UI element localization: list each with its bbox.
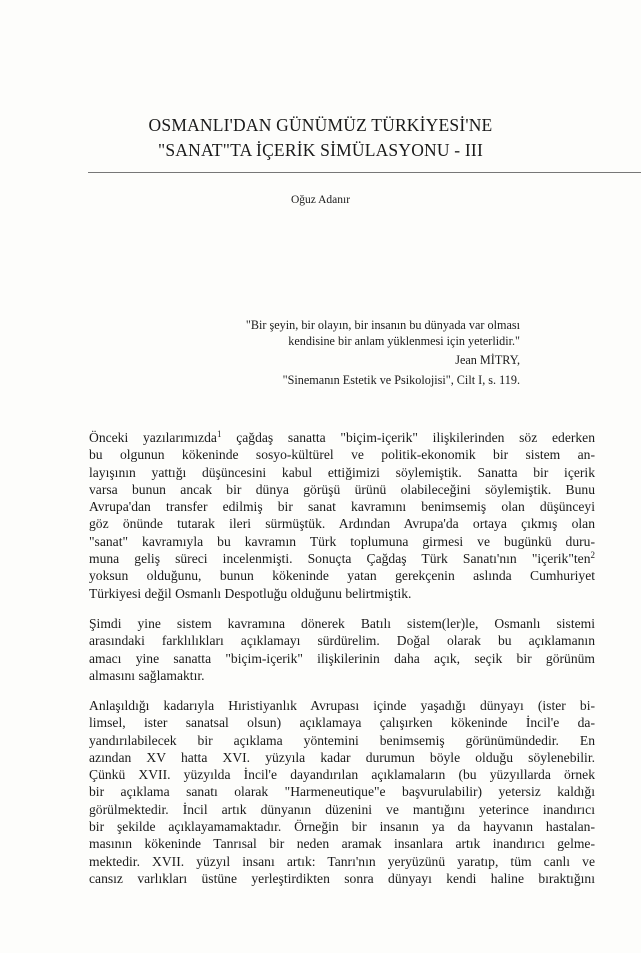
paragraph-line: muna geliş süreci incelenmişti. Sonuçta Çağdaş Türk Sanatı'nın "içerik"ten$^2$: [89, 550, 595, 567]
paragraph-line: Çünkü XVII. yüzyılda İncil'e dayandırılan açıklamaların (bu yüzyıllarda örnek: [89, 767, 595, 783]
paragraph-line: yoksun olduğunu, bunun kökeninde yatan gerekçenin aslında Cumhuriyet: [89, 568, 595, 584]
epigraph-quote-line-1: "Bir şeyin, bir olayın, bir insanın bu dünyada var olması: [245, 318, 520, 332]
paragraph-line: Türkiyesi değil Osmanlı Despotluğu olduğunu belirtmiştik.: [89, 585, 412, 601]
epigraph-author: Jean MİTRY,: [455, 353, 520, 367]
paragraph-line: yandırılabilecek bir açıklama yöntemini benimsemiş görünümündedir. En: [89, 732, 595, 748]
paragraph-line: Avrupa'dan transfer edilmiş bir sanat kavramını benimsemiş olan düşünceyi: [89, 499, 595, 515]
paragraph-line: azından XV hatta XVI. yüzyıla kadar durumun böyle olduğu söylenebilir.: [89, 749, 595, 765]
paragraph-line: layışının yattığı düşüncesini kabul ettiğimizi söylemiştik. Sanatta bir içerik: [89, 464, 595, 480]
paragraph-line: "sanat" kavramıyla bu kavramın Türk toplumuna girmesi ve bugünkü duru-: [89, 533, 595, 549]
paragraph-line: arasındaki farklılıkları açıklamayı sürdürelim. Doğal olarak bu açıklamanın: [89, 633, 595, 649]
footnote-ref-1[interactable]: 1: [216, 429, 222, 439]
paragraph-line: göz önünde tutarak ileri sürmüştük. Ardından Avrupa'da ortaya çıkmış olan: [89, 516, 595, 532]
paragraph-line: limsel, ister sanatsal olsun) açıklamaya çalışırken kökeninde İncil'e da-: [89, 715, 595, 731]
paragraph-line: almasını sağlamaktır.: [89, 667, 205, 683]
epigraph-quote-line-2: kendisine bir anlam yüklenmesi için yeterlidir.": [288, 334, 520, 348]
paragraph-line: varsa bunun ancak bir dünya görüşü ürünü olabileceğini söylemiştik. Bunu: [89, 481, 595, 497]
paragraph-1: [89, 429, 595, 602]
paragraph-line: Önceki yazılarımızda$^1$ çağdaş sanatta "biçim-içerik" ilişkilerinden söz ederken: [89, 429, 596, 445]
article-title-line-2: "SANAT"TA İÇERİK SİMÜLASYONU - III: [158, 140, 483, 160]
footnote-ref-2[interactable]: 2: [590, 550, 595, 561]
title-divider: [88, 172, 641, 173]
paragraph-line: mektedir. XVII. yüzyıl insanı artık: Tanrı'nın yeryüzünü yaratıp, tüm canlı ve: [89, 853, 595, 869]
paragraph-line: bu olgunun kökeninde sosyo-kültürel ve politik-ekonomik bir sistem an-: [89, 447, 595, 463]
paragraph-line: görülmektedir. İncil artık dünyanın düzenini ve mantığını yeterince inandırıcı: [89, 801, 595, 817]
paragraph-2: [89, 615, 595, 684]
author-name: Oğuz Adanır: [290, 194, 351, 206]
paragraph-3: [89, 697, 595, 887]
paragraph-line: Şimdi yine sistem kavramına dönerek Batılı sistem(ler)le, Osmanlı sistemi: [89, 616, 595, 631]
paragraph-line: Anlaşıldığı kadarıyla Hıristiyanlık Avrupası içinde yaşadığı dünyayı (ister bi-: [89, 698, 595, 713]
paragraph-line: bir açıklama sanatı olarak "Harmeneutique"e başvurulabilir) yetersiz kaldığı: [89, 784, 595, 800]
paragraph-line: bir şekilde açıklayamamaktadır. Örneğin bir insanın ya da hayvanın hastalan-: [89, 819, 595, 835]
paragraph-line: cansız varlıkları üstüne yerleştirdikten sonra dünyayı kendi haline bıraktığını: [89, 870, 595, 886]
epigraph-source: "Sinemanın Estetik ve Psikolojisi", Cilt I, s. 119.: [282, 373, 520, 387]
paragraph-line: masının kökeninde Tanrısal bir neden aramak insanlara artık inandırıcı gelme-: [89, 836, 595, 852]
article-title-line-1: OSMANLI'DAN GÜNÜMÜZ TÜRKİYESİ'NE: [148, 115, 493, 135]
paragraph-line: amacı yine sanatta "biçim-içerik" ilişkilerinin daha açık, seçik bir görünüm: [89, 650, 595, 666]
